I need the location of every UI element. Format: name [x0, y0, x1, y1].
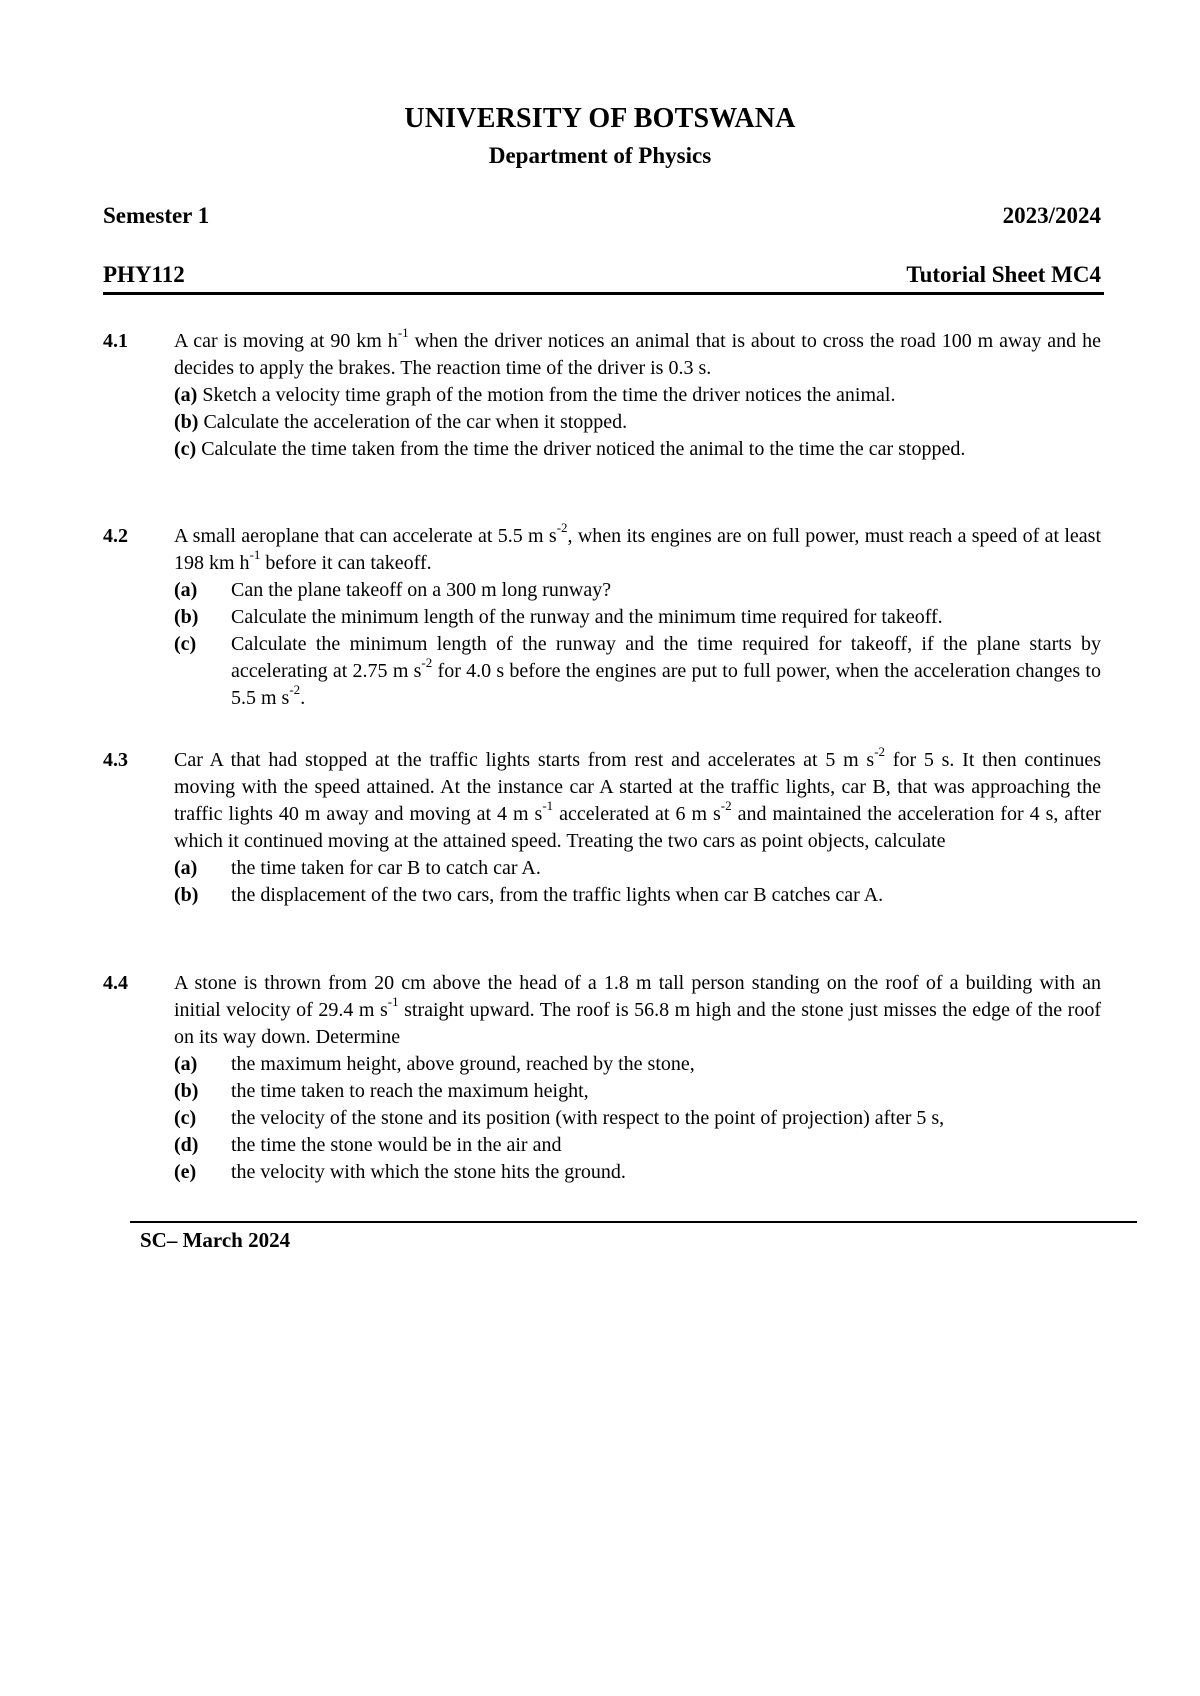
academic-year: 2023/2024 [1002, 203, 1101, 228]
question-number: 4.4 [103, 972, 128, 994]
question-number: 4.2 [103, 525, 128, 547]
question-part: (c) Calculate the minimum length of the runway and the time required for takeoff, if the plane starts by accelerating at 2.75 m $s^{-2}$ for 4.0 s before the engines are put to full power, when the acceleration changes to 5.5 m $s^{-2}$. [174, 633, 1101, 709]
question-part: (c) the velocity of the stone and its position (with respect to the point of projection) after 5 s, [174, 1107, 945, 1129]
question-stem: Car A that had stopped at the traffic lights starts from rest and accelerates at 5 m $s^{-2}$ for 5 s. It then continues moving with the speed attained. At the instance car A started at the traffic lights, car B, that was approaching the traffic lights 40 m away and moving at 4 m $s^{-1}$ accelerated at 6 m $s^{-2}$ and maintained the acceleration for 4 s, after which it continued moving at the attained speed. Treating the two cars as point objects, calculate [174, 744, 1101, 852]
question-number: 4.1 [103, 330, 128, 352]
question-part: (d) the time the stone would be in the air and [174, 1134, 562, 1156]
question-stem: A car is moving at 90 km $h^{-1}$ when the driver notices an animal that is about to cross the road 100 m away and he decides to apply the brakes. The reaction time of the driver is 0.3 s. [174, 325, 1101, 379]
question-part: (b) Calculate the minimum length of the runway and the minimum time required for takeoff. [174, 606, 943, 628]
question-part: (e) the velocity with which the stone hits the ground. [174, 1161, 626, 1183]
question-part: (c) Calculate the time taken from the time the driver noticed the animal to the time the car stopped. [174, 438, 966, 460]
question-4-4 [103, 970, 1101, 1186]
question-part: (b) the time taken to reach the maximum height, [174, 1080, 589, 1102]
question-part: (b) Calculate the acceleration of the car when it stopped. [174, 411, 628, 433]
question-stem: A small aeroplane that can accelerate at 5.5 m $s^{-2}$, when its engines are on full power, must reach a speed of at least 198 km $h^{-1}$ before it can takeoff. [174, 520, 1101, 574]
department-title: Department of Physics [488, 143, 712, 168]
question-part: (a) the time taken for car B to catch car A. [174, 857, 541, 879]
university-title: UNIVERSITY OF BOTSWANA [404, 103, 796, 134]
semester-row [103, 203, 1101, 229]
header-rule [103, 292, 1104, 295]
footer-note: SC– March 2024 [140, 1228, 291, 1252]
question-part: (a) Sketch a velocity time graph of the motion from the time the driver notices the animal. [174, 384, 896, 406]
question-part: (a) Can the plane takeoff on a 300 m long runway? [174, 579, 612, 601]
question-number: 4.3 [103, 749, 128, 771]
semester-label: Semester 1 [103, 203, 210, 228]
question-part: (b) the displacement of the two cars, from the traffic lights when car B catches car A. [174, 884, 884, 906]
question-part: (a) the maximum height, above ground, reached by the stone, [174, 1053, 695, 1075]
course-row [103, 262, 1101, 288]
question-4-2 [103, 520, 1101, 712]
question-stem: A stone is thrown from 20 cm above the head of a 1.8 m tall person standing on the roof of a building with an initial velocity of 29.4 m $s^{-1}$ straight upward. The roof is 56.8 m high and the stone just misses the edge of the roof on its way down. Determine [174, 972, 1101, 1048]
sheet-title: Tutorial Sheet MC4 [906, 262, 1101, 287]
footer-rule [130, 1221, 1137, 1223]
course-code: PHY112 [103, 262, 185, 287]
question-4-1 [103, 325, 1101, 463]
question-4-3 [103, 744, 1101, 909]
